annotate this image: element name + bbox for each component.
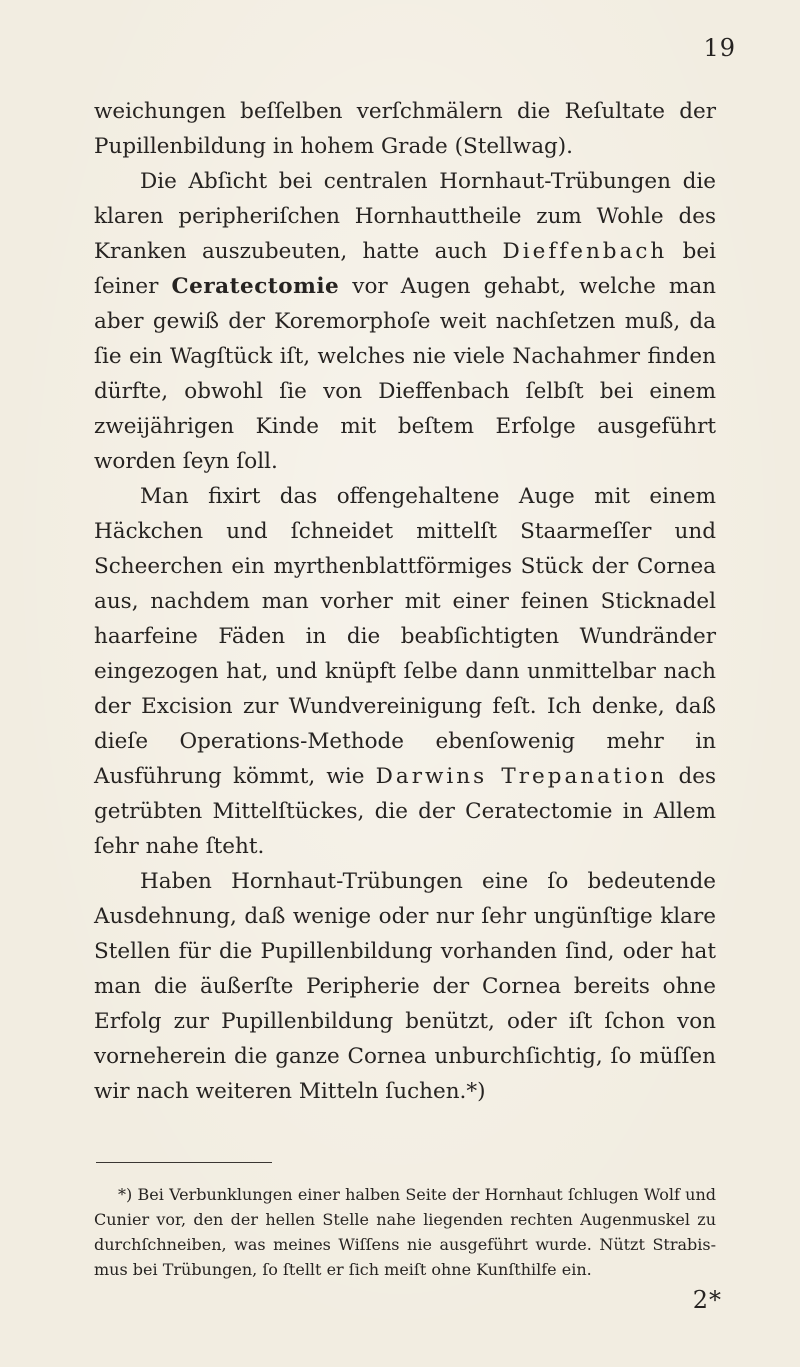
- footnote: *) Bei Verbunklungen einer halben Seite der Hornhaut ſchlugen Wolf und Cunier vor, den der hellen Stelle nahe liegenden rechten Augenmuskel zu durchſchneiben, was meines Wiſſens nie ausgeführt wurde. Nützt Strabismus bei Trübungen, ſo ſtellt er ſich meiſt ohne Kunſthilfe ein.: [94, 1185, 716, 1279]
- emphasized-text: Darwins Trepanation: [375, 764, 668, 789]
- paragraph: [94, 479, 716, 864]
- body-text: [94, 94, 716, 1109]
- paragraph-text: Haben Hornhaut-Trübungen eine ſo bedeutende Ausdehnung, daß wenige oder nur ſehr ungünſtige klare Stellen für die Pupillenbildung vorhanden ſind, oder hat man die äußerſte Peripherie der Cornea bereits ohne Erfolg zur Pupillenbildung benützt, oder iſt ſchon von vorneherein die ganze Cornea unburchſichtig, ſo müſſen wir nach weiteren Mitteln ſuchen.*): [94, 869, 716, 1104]
- paragraph-text: Man fixirt das offengehaltene Auge mit einem Häckchen und ſchneidet mittelſt Staarmeſſer und Scheerchen ein myrthenblattförmiges Stück der Cornea aus, nachdem man vorher mit einer feinen Sticknadel haarfeine Fäden in die beabſichtigten Wundränder eingezogen hat, und knüpft ſelbe dann unmittelbar nach der Excision zur Wundvereinigung feſt. Ich denke, daß dieſe Operations-Methode ebenſowenig mehr in Ausführung kömmt, wie: [94, 484, 716, 789]
- paragraph-text: Die Abſicht bei centralen Hornhaut-Trübungen die klaren peripheriſchen Hornhauttheile zum Wohle des Kranken auszubeuten, hatte auch: [94, 169, 716, 264]
- paragraph-text: vor Augen gehabt, welche man aber gewiß der Koremorphoſe weit nachſetzen muß, da ſie ein Wagſtück iſt, welches nie viele Nachahmer finden dürfte, obwohl ſie von Dieffenbach ſelbſt bei einem zweijährigen Kinde mit beſtem Erfolge ausgeführt worden ſeyn ſoll.: [94, 274, 716, 474]
- footnote-divider: [96, 1162, 272, 1163]
- emphasized-text: Dieffenbach: [502, 239, 668, 264]
- paragraph-text: des getrübten Mittelſtückes, die der Ceratectomie in Allem ſehr nahe ſteht.: [94, 764, 716, 859]
- paragraph-text: bei ſeiner: [94, 239, 716, 299]
- paragraph: [94, 864, 716, 1109]
- emphasized-text: Ceratectomie: [171, 274, 340, 299]
- signature-mark: 2*: [692, 1286, 722, 1314]
- paragraph: [94, 164, 716, 479]
- paragraph: [94, 94, 716, 164]
- page-number: 19: [703, 34, 736, 62]
- paragraph-text: weichungen beſſelben verſchmälern die Reſultate der Pupillenbildung in hohem Grade (Stellwag).: [94, 99, 716, 159]
